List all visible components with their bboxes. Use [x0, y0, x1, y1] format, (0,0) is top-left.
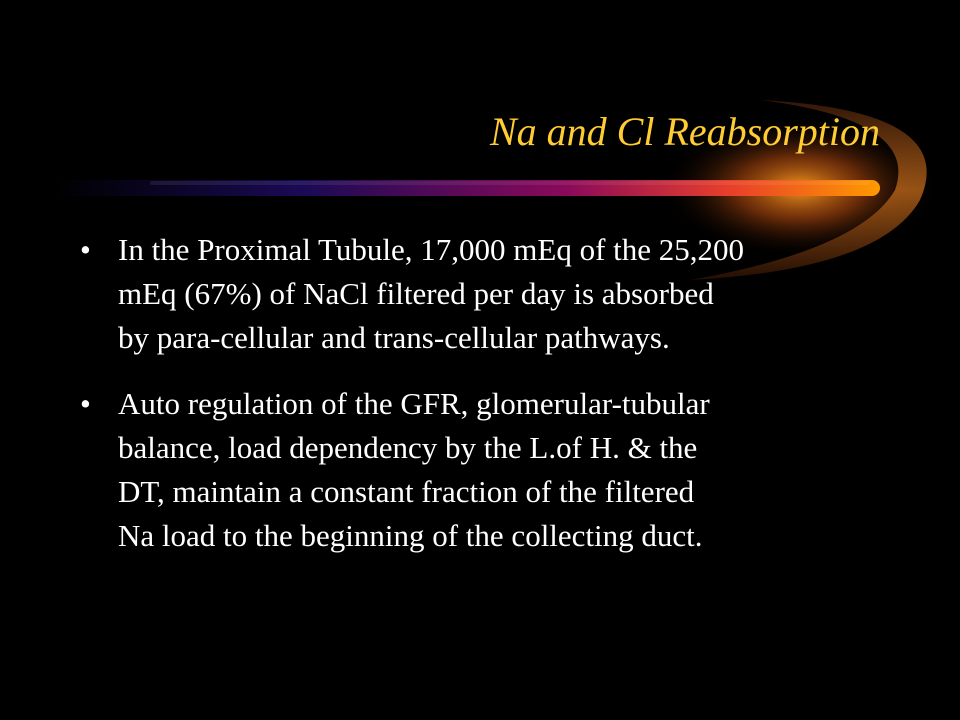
- bullet-text-line: In the Proximal Tubule, 17,000 mEq of the 25,200: [118, 232, 745, 267]
- bullet-text-line: mEq (67%) of NaCl filtered per day is absorbed: [118, 276, 714, 311]
- bullet-item: [80, 382, 880, 558]
- bullet-text-line: by para-cellular and trans-cellular pathways.: [118, 320, 670, 355]
- bullet-list: [80, 228, 880, 580]
- bullet-text-line: DT, maintain a constant fraction of the filtered: [118, 474, 695, 509]
- bullet-marker: •: [80, 232, 91, 267]
- bullet-text-line: Auto regulation of the GFR, glomerular-tubular: [118, 386, 710, 421]
- bullet-marker: •: [80, 386, 91, 421]
- slide-title: Na and Cl Reabsorption: [489, 109, 880, 154]
- gradient-bar-highlight: [150, 181, 870, 185]
- bullet-text-line: balance, load dependency by the L.of H. & the: [118, 430, 698, 465]
- bullet-text-line: Na load to the beginning of the collecting duct.: [118, 518, 703, 553]
- bullet-item: [80, 228, 880, 360]
